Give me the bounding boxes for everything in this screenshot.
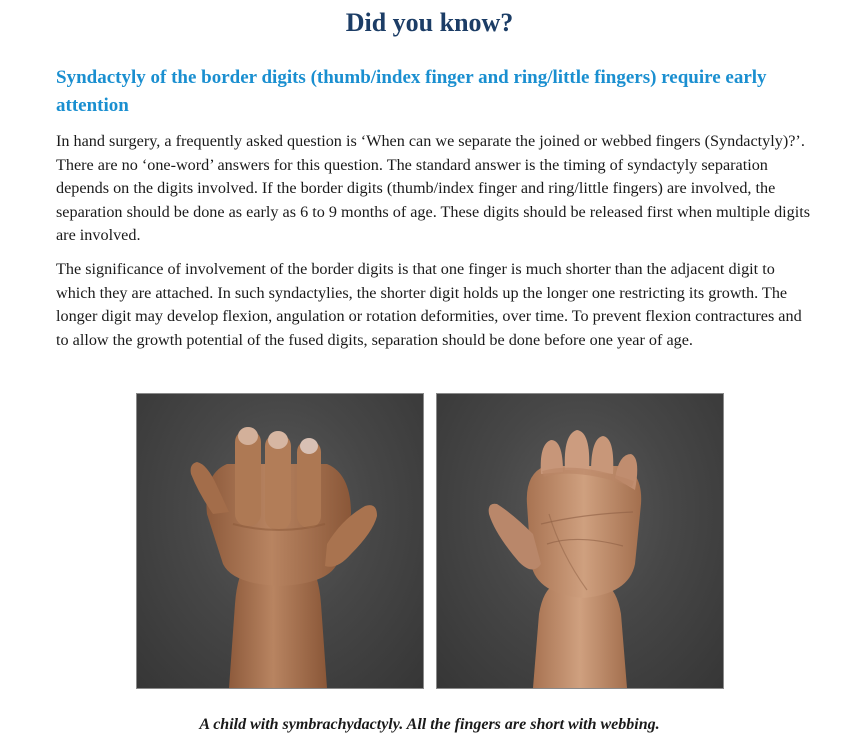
figure-caption: A child with symbrachydactyly. All the fingers are short with webbing. xyxy=(199,716,660,733)
photo-hand-dorsal xyxy=(136,393,424,689)
body-paragraph-1: In hand surgery, a frequently asked question is ‘When can we separate the joined or webbed fingers (Syndactyly)?’. There are no ‘one-word’ answers for this question. The standard answer is the timing of syndactyly separation depends on the digits involved. If the border digits (thumb/index finger and ring/little fingers) are involved, the separation should be done as early as 6 to 9 months of age. These digits should be released first when multiple digits are involved. xyxy=(56,132,811,244)
body-paragraph-2: The significance of involvement of the border digits is that one finger is much shorter than the adjacent digit to which they are attached. In such syndactylies, the shorter digit holds up the longer one restricting its growth. The longer digit may develop flexion, angulation or rotation deformities, over time. To prevent flexion contractures and to allow the growth potential of the fused digits, separation should be done before one year of age. xyxy=(56,260,802,349)
page-title: Did you know? xyxy=(345,8,514,37)
photo-hand-palmar xyxy=(436,393,724,689)
section-subheading: Syndactyly of the border digits (thumb/index finger and ring/little fingers) require early attention xyxy=(56,67,767,116)
